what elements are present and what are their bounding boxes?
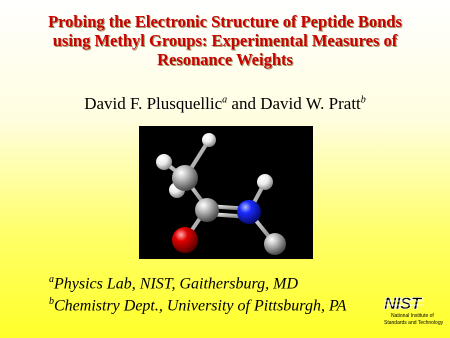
author-join-and-author-2: and David W. Pratt [227,94,361,113]
affiliation-mark: a [49,274,54,285]
svg-text:NIST: NIST [384,294,421,313]
molecule-background [139,126,313,259]
affiliation-mark: b [49,296,54,307]
author-2-affiliation-mark: b [360,94,366,106]
affiliation-b [49,296,346,315]
affiliation-text: Chemistry Dept., University of Pittsburgh, PA [54,297,347,315]
nitrogen-atom [237,200,261,224]
carbonyl-carbon-atom [195,198,219,222]
methyl-carbon-atom [172,165,198,191]
oxygen-atom [172,227,198,253]
molecule-model-image [139,126,313,259]
author-line [0,94,450,114]
affiliation-text: Physics Lab, NIST, Gaithersburg, MD [54,275,298,293]
title-line-3: Resonance Weights [157,50,293,69]
slide-title [20,12,430,69]
author-1: David F. Plusquellic [84,94,223,113]
title-line-2: using Methyl Groups: Experimental Measures of [52,31,398,50]
title-line-1: Probing the Electronic Structure of Peptide Bonds [48,12,402,31]
affiliation-a [49,274,298,293]
methyl-carbon-atom [264,233,286,255]
svg-text:National Institute of: National Institute of [391,313,434,319]
hydrogen-atom [202,133,216,147]
hydrogen-atom [257,174,273,190]
svg-text:Standards and Technology: Standards and Technology [384,320,444,326]
nist-logo [380,294,446,328]
hydrogen-atom [156,154,172,170]
author-1-affiliation-mark: a [222,94,228,106]
